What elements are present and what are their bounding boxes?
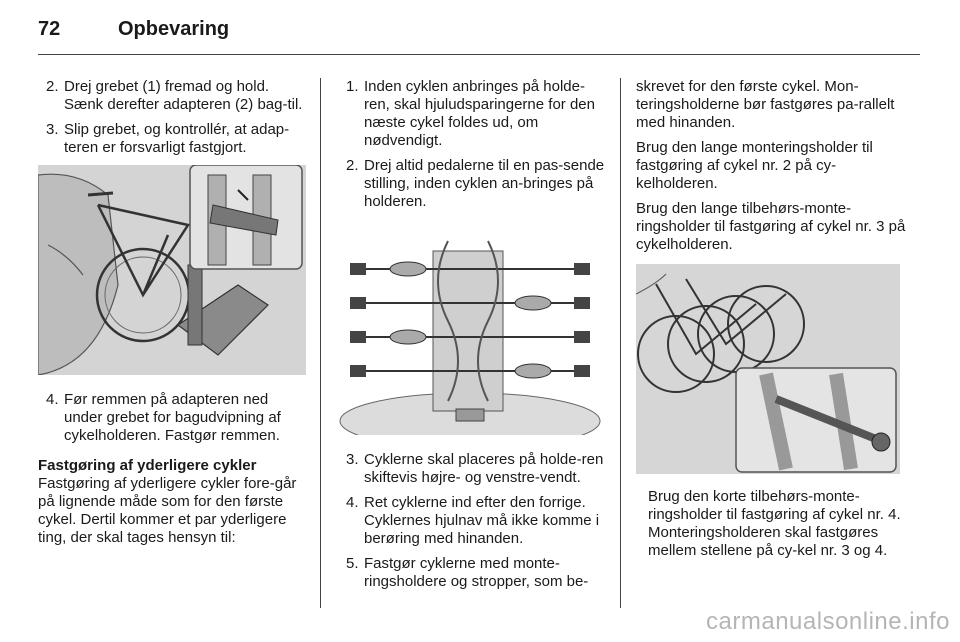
item-number: 4. — [46, 391, 59, 408]
column-3 — [636, 78, 906, 567]
watermark: carmanualsonline.info — [706, 608, 950, 635]
column-2 — [338, 78, 608, 598]
chapter-title: Opbevaring — [118, 18, 230, 40]
list-item — [338, 78, 608, 150]
list-item — [338, 451, 608, 487]
item-text: Ret cyklerne ind efter den forrige. Cyklernes hjulnav må ikke komme i berøring med hinanden. — [364, 494, 600, 547]
body-paragraph: Brug den lange monteringsholder til fastgøring af cykel nr. 2 på cy-kelholderen. — [636, 139, 873, 192]
list-item — [38, 391, 306, 445]
item-number: 4. — [346, 494, 359, 511]
item-number: 3. — [346, 451, 359, 468]
bikes-top-view-illustration — [338, 221, 602, 435]
page-header — [38, 14, 920, 55]
bikes-mounted-drawing — [636, 264, 900, 474]
bike-rack-adapter-drawing — [38, 165, 306, 375]
body-paragraph: Brug den korte tilbehørs-monte-ringsholder til fastgøring af cykel nr. 4. Monteringsholderen skal fastgøres mellem stellene på cy-kel nr. 3 og 4. — [648, 488, 901, 559]
body-paragraph: Fastgøring af yderligere cykler fore-går på lignende måde som for den første cykel. Dertil kommer et par yderligere ting, der skal tages hensyn til: — [38, 475, 297, 546]
column-1 — [38, 78, 306, 554]
page-number: 72 — [38, 18, 61, 40]
list-item — [338, 555, 608, 591]
bikes-mounted-illustration — [636, 264, 900, 474]
list-item — [338, 157, 608, 211]
item-text: Slip grebet, og kontrollér, at adap-teren er forsvarligt fastgjort. — [64, 121, 290, 156]
list-item — [38, 121, 306, 157]
column-divider — [620, 78, 621, 608]
item-number: 5. — [346, 555, 359, 572]
item-text: Fastgør cyklerne med monte-ringsholdere og stropper, som be- — [364, 555, 589, 590]
item-text: Cyklerne skal placeres på holde-ren skiftevis højre- og venstre-vendt. — [364, 451, 604, 486]
item-text: Før remmen på adapteren ned under grebet for bagudvipning af cykelholderen. Fastgør remmen. — [64, 391, 281, 444]
item-number: 1. — [346, 78, 359, 95]
section-subheading: Fastgøring af yderligere cykler — [38, 457, 257, 474]
bikes-top-view-drawing — [338, 221, 602, 435]
list-item — [38, 78, 306, 114]
column-divider — [320, 78, 321, 608]
body-paragraph: skrevet for den første cykel. Mon-teringsholderne bør fastgøres pa-rallelt med hinanden. — [636, 78, 895, 131]
item-text: Inden cyklen anbringes på holde-ren, skal hjuludsparingerne for den næste cykel foldes ud, om nødvendigt. — [364, 78, 595, 149]
item-number: 3. — [46, 121, 59, 138]
item-text: Drej grebet (1) fremad og hold. Sænk derefter adapteren (2) bag-til. — [64, 78, 303, 113]
item-text: Drej altid pedalerne til en pas-sende stilling, inden cyklen an-bringes på holderen. — [364, 157, 605, 210]
list-item — [338, 494, 608, 548]
bike-rack-adapter-illustration — [38, 165, 306, 375]
item-number: 2. — [346, 157, 359, 174]
body-paragraph: Brug den lange tilbehørs-monte-ringsholder til fastgøring af cykel nr. 3 på cykelholderen. — [636, 200, 906, 253]
item-number: 2. — [46, 78, 59, 95]
